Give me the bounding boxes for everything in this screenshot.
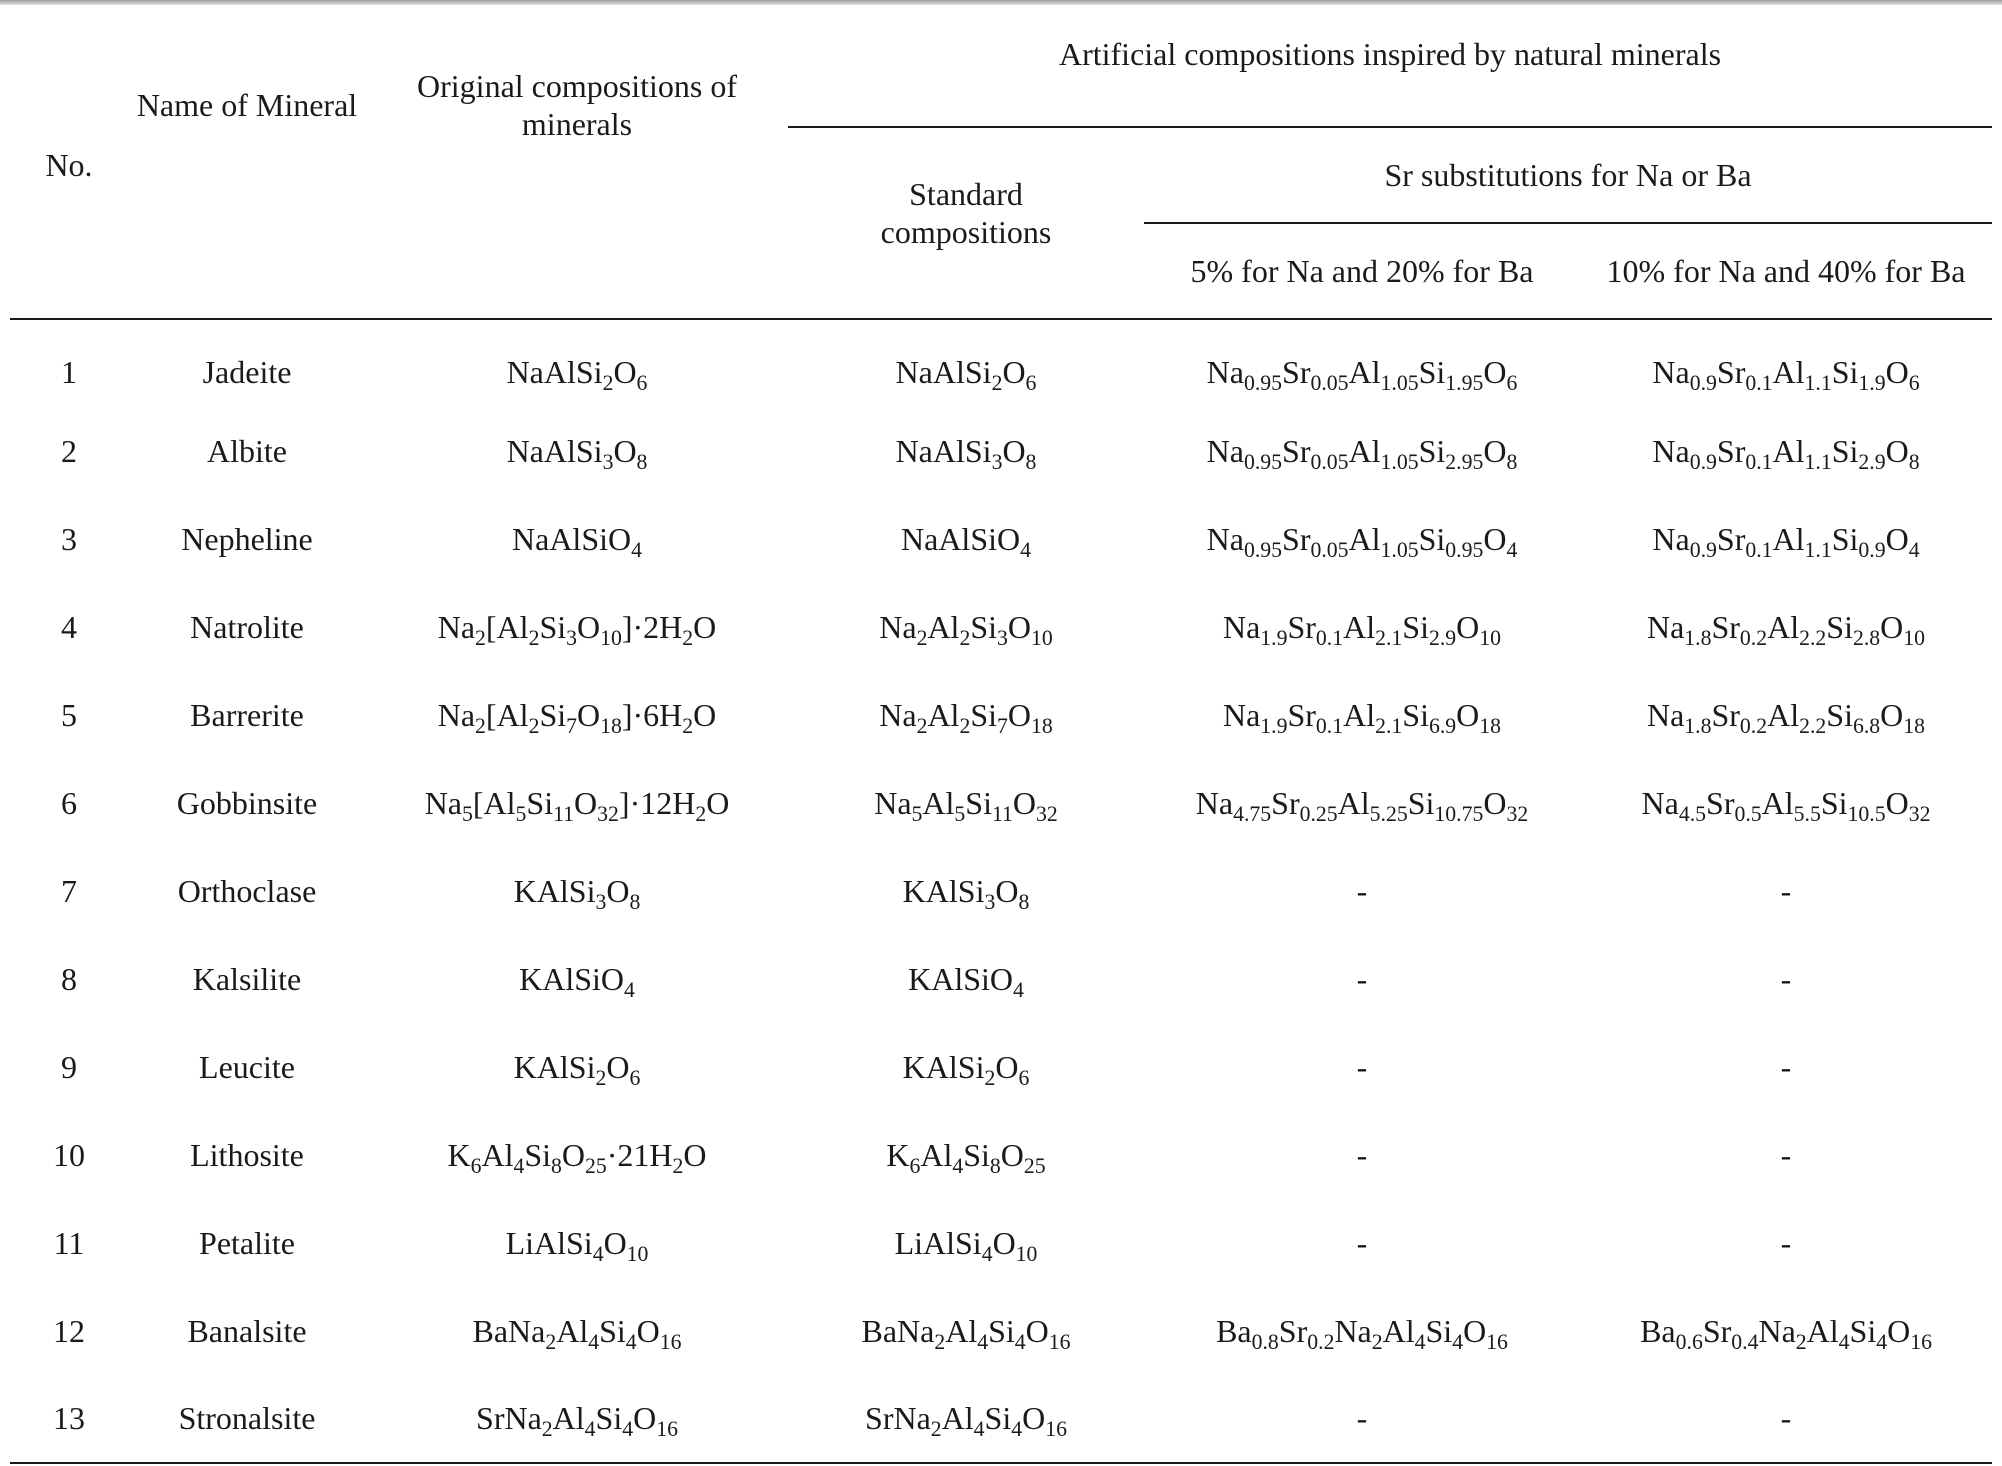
cell-no: 6 — [61, 784, 77, 821]
cell-mineral-name: Nepheline — [181, 520, 313, 557]
cell-sub-10-percent: $Na_{0.9}Sr_{0.1}Al_{1.1}Si_{2.9}O_8$ — [1652, 432, 1920, 474]
cell-standard-composition: $Na_2Al_2Si_7O_{18}$ — [879, 696, 1053, 738]
cell-original-composition: $NaAlSi_2O_6$ — [506, 354, 648, 395]
cell-sub-5-percent: $Na_{4.75}Sr_{0.25}Al_{5.25}Si_{10.75}O_{32}$ — [1195, 784, 1529, 826]
table-row — [10, 759, 1992, 847]
table-header — [10, 12, 1992, 319]
cell-original-composition: $K_6Al_4Si_8O_{25}\cdot 21H_2O$ — [447, 1136, 707, 1178]
cell-sub-5-percent: - — [1356, 872, 1368, 909]
table-row — [10, 1111, 1992, 1199]
cell-mineral-name: Gobbinsite — [176, 784, 318, 821]
cell-original-composition: $KAlSi_3O_8$ — [513, 872, 641, 914]
table-row — [10, 1375, 1992, 1463]
cell-mineral-name: Petalite — [199, 1224, 295, 1261]
cell-original-composition: $SrNa_2Al_4Si_4O_{16}$ — [366, 1375, 788, 1463]
table-row — [10, 1023, 1992, 1111]
header-sr-substitutions: Sr substitutions for Na or Ba — [1144, 127, 1992, 223]
cell-original-composition: $LiAlSi_4O_{10}$ — [505, 1224, 649, 1266]
header-artificial-compositions: Artificial compositions inspired by natural minerals — [788, 12, 1992, 127]
cell-sub-10-percent: - — [1780, 872, 1792, 909]
table-row — [10, 671, 1992, 759]
cell-mineral-name: Lithosite — [190, 1136, 304, 1173]
header-standard-compositions: Standard compositions — [788, 127, 1144, 319]
cell-sub-10-percent: $Na_{1.8}Sr_{0.2}Al_{2.2}Si_{2.8}O_{10}$ — [1646, 608, 1926, 650]
header-no: No. — [10, 12, 128, 319]
cell-sub-5-percent: $Na_{0.95}Sr_{0.05}Al_{1.05}Si_{2.95}O_8$ — [1206, 432, 1518, 474]
cell-mineral-name: Orthoclase — [177, 872, 317, 909]
table-body — [10, 319, 1992, 1463]
cell-sub-10-percent: - — [1780, 1136, 1792, 1173]
cell-no: 8 — [61, 960, 77, 997]
cell-no: 13 — [10, 1375, 128, 1463]
top-border-shade — [0, 0, 2002, 5]
cell-original-composition: KAlSiO$_4$ — [519, 960, 635, 1002]
cell-original-composition: $Na_2[Al_2Si_3O_{10}]\cdot 2H_2O$ — [437, 608, 717, 650]
cell-standard-composition: $Na_2Al_2Si_3O_{10}$ — [879, 608, 1053, 650]
cell-no: 7 — [61, 872, 77, 909]
cell-no: 10 — [53, 1136, 85, 1173]
cell-standard-composition: $NaAlSi_3O_8$ — [895, 432, 1037, 474]
table-row — [10, 847, 1992, 935]
cell-standard-composition: $SrNa_2Al_4Si_4O_{16}$ — [788, 1375, 1144, 1463]
cell-sub-10-percent: $Na_{4.5}Sr_{0.5}Al_{5.5}Si_{10.5}O_{32}$ — [1641, 784, 1931, 826]
cell-sub-5-percent: $Na_{0.95}Sr_{0.05}Al_{1.05}Si_{1.95}O_6$ — [1206, 354, 1518, 395]
table-row — [10, 935, 1992, 1023]
cell-sub-5-percent: - — [1356, 1224, 1368, 1261]
cell-standard-composition: $Na_5Al_5Si_{11}O_{32}$ — [874, 784, 1058, 826]
cell-sub-10-percent: $Na_{0.9}Sr_{0.1}Al_{1.1}Si_{0.9}O_4$ — [1652, 520, 1920, 562]
cell-sub-5-percent: $Na_{1.9}Sr_{0.1}Al_{2.1}Si_{6.9}O_{18}$ — [1222, 696, 1502, 738]
header-name-of-mineral: Name of Mineral — [128, 12, 366, 319]
cell-sub-10-percent: $Na_{0.9}Sr_{0.1}Al_{1.1}Si_{1.9}O_6$ — [1652, 354, 1920, 395]
cell-no: 1 — [61, 354, 77, 390]
cell-sub-10-percent: - — [1780, 1048, 1792, 1085]
cell-mineral-name: Jadeite — [202, 354, 292, 390]
cell-standard-composition: $LiAlSi_4O_{10}$ — [894, 1224, 1038, 1266]
cell-sub-5-percent: $Ba_{0.8}Sr_{0.2}Na_2Al_4Si_4O_{16}$ — [1216, 1312, 1508, 1354]
cell-no: 12 — [53, 1312, 85, 1349]
cell-no: 9 — [61, 1048, 77, 1085]
cell-standard-composition: $NaAlSi_2O_6$ — [895, 354, 1037, 395]
header-original-compositions: Original compositions of minerals — [366, 12, 788, 319]
cell-standard-composition: $KAlSi_3O_8$ — [902, 872, 1030, 914]
table-row — [10, 583, 1992, 671]
cell-mineral-name: Albite — [207, 432, 287, 469]
cell-no: 11 — [53, 1224, 85, 1261]
cell-sub-10-percent: - — [1780, 1224, 1792, 1261]
mineral-compositions-table — [10, 12, 1992, 1464]
cell-mineral-name: Natrolite — [190, 608, 304, 645]
cell-no: 5 — [61, 696, 77, 733]
cell-original-composition: $BaNa_2Al_4Si_4O_{16}$ — [472, 1312, 682, 1354]
cell-mineral-name: Barrerite — [190, 696, 304, 733]
cell-no: 2 — [61, 432, 77, 469]
cell-sub-10-percent: $Ba_{0.6}Sr_{0.4}Na_2Al_4Si_4O_{16}$ — [1640, 1312, 1932, 1354]
cell-mineral-name: Leucite — [199, 1048, 295, 1085]
header-5-percent: 5% for Na and 20% for Ba — [1144, 223, 1580, 319]
cell-standard-composition: $K_6Al_4Si_8O_{25}$ — [886, 1136, 1046, 1178]
cell-mineral-name: Banalsite — [187, 1312, 307, 1349]
cell-original-composition: $KAlSi_2O_6$ — [513, 1048, 641, 1090]
cell-standard-composition: $BaNa_2Al_4Si_4O_{16}$ — [861, 1312, 1071, 1354]
cell-sub-5-percent: - — [1356, 1136, 1368, 1173]
cell-sub-5-percent: - — [1144, 1375, 1580, 1463]
cell-standard-composition: NaAlSiO$_4$ — [901, 520, 1031, 562]
cell-standard-composition: $KAlSi_2O_6$ — [902, 1048, 1030, 1090]
cell-sub-10-percent: - — [1580, 1375, 1992, 1463]
cell-sub-10-percent: - — [1780, 960, 1792, 997]
cell-sub-10-percent: $Na_{1.8}Sr_{0.2}Al_{2.2}Si_{6.8}O_{18}$ — [1646, 696, 1926, 738]
table-row — [10, 1199, 1992, 1287]
cell-original-composition: $Na_5[Al_5Si_{11}O_{32}]\cdot 12H_2O$ — [424, 784, 730, 826]
cell-original-composition: $NaAlSi_3O_8$ — [506, 432, 648, 474]
cell-sub-5-percent: - — [1356, 960, 1368, 997]
cell-original-composition: $Na_2[Al_2Si_7O_{18}]\cdot 6H_2O$ — [437, 696, 717, 738]
cell-sub-5-percent: - — [1356, 1048, 1368, 1085]
table-row — [10, 319, 1992, 407]
cell-sub-5-percent: $Na_{0.95}Sr_{0.05}Al_{1.05}Si_{0.95}O_4$ — [1206, 520, 1518, 562]
cell-no: 4 — [61, 608, 77, 645]
cell-mineral-name: Stronalsite — [128, 1375, 366, 1463]
table-row — [10, 407, 1992, 495]
cell-no: 3 — [61, 520, 77, 557]
header-10-percent: 10% for Na and 40% for Ba — [1580, 223, 1992, 319]
cell-sub-5-percent: $Na_{1.9}Sr_{0.1}Al_{2.1}Si_{2.9}O_{10}$ — [1222, 608, 1502, 650]
cell-mineral-name: Kalsilite — [192, 960, 302, 997]
cell-original-composition: NaAlSiO$_4$ — [512, 520, 642, 562]
cell-standard-composition: KAlSiO$_4$ — [908, 960, 1024, 1002]
table-row — [10, 495, 1992, 583]
table-row — [10, 1287, 1992, 1375]
